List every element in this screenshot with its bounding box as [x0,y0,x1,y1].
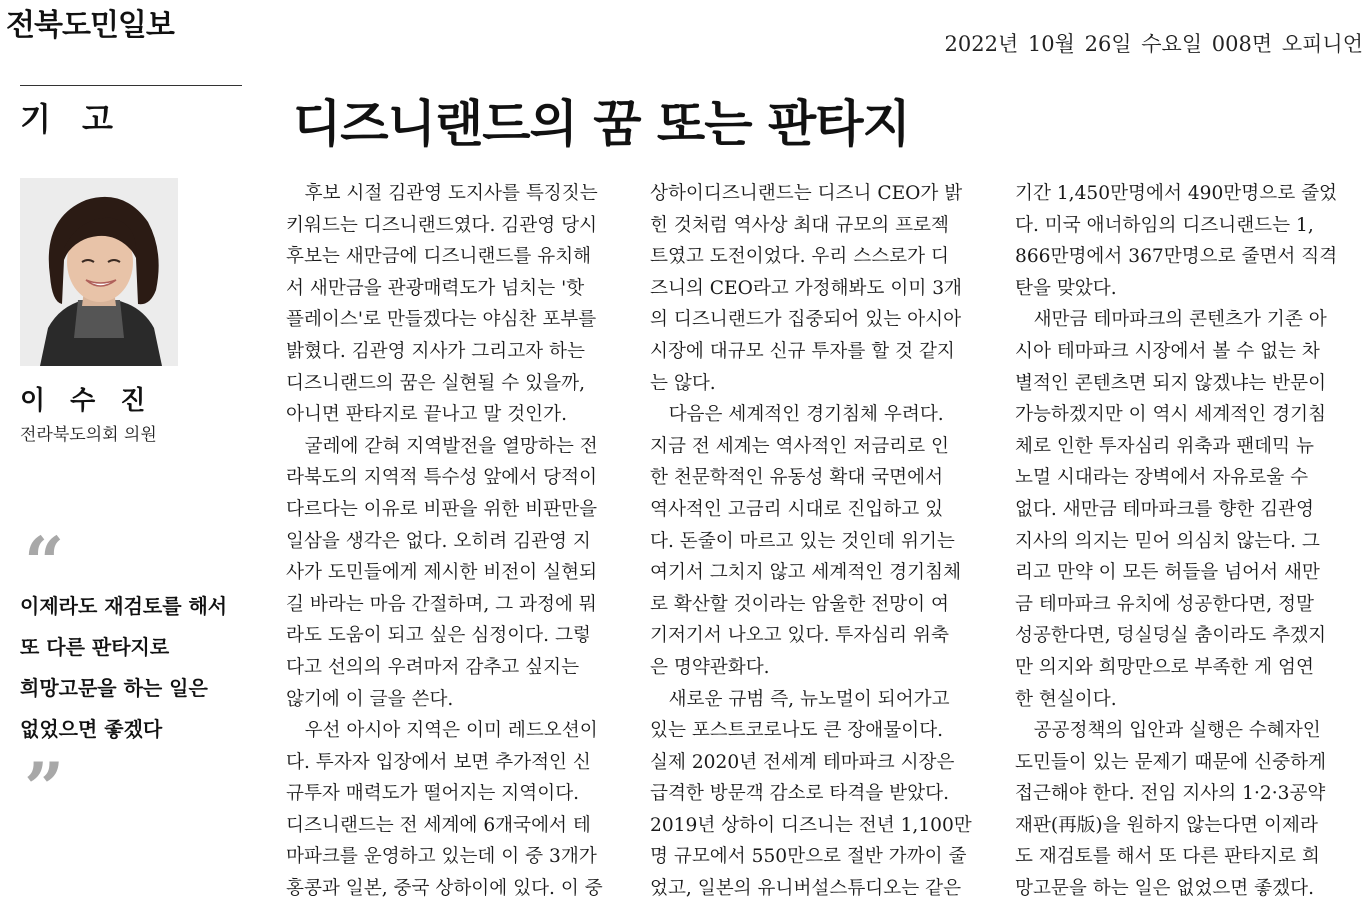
article-text-line: 별적인 콘텐츠면 되지 않겠냐는 반문이 [1015,372,1327,394]
article-text-line: 다르다는 이유로 비판을 위한 비판만을 [286,498,598,520]
article-text-line: 디즈니랜드의 꿈은 실현될 수 있을까, [286,372,585,394]
article-text-line: 는 않다. [650,372,716,394]
article-text-line: 가능하겠지만 이 역시 세계적인 경기침 [1015,404,1327,426]
article-text-line: 체로 인한 투자심리 위축과 팬데믹 뉴 [1015,435,1314,457]
article-text-line: 디즈니랜드는 전 세계에 6개국에서 테 [286,814,591,836]
open-quote-icon: “ [24,521,65,604]
article-text-line: 한 천문학적인 유동성 확대 국면에서 [650,467,944,489]
article-text-line: 규투자 매력도가 떨어지는 지역이다. [286,783,580,805]
publication-dateline: 2022년 10월 26일 수요일 008면 오피니언 [944,32,1363,56]
article-text-line: 공공정책의 입안과 실행은 수혜자인 [1015,720,1321,742]
section-divider [20,85,242,86]
article-text-line: 즈니의 CEO라고 가정해봐도 이미 3개 [650,277,963,299]
article-text-line: 마파크를 운영하고 있는데 이 중 3개가 [286,846,597,868]
article-text-line: 않기에 이 글을 쓴다. [286,688,454,710]
article-text-line: 지금 전 세계는 역사적인 저금리로 인 [650,435,949,457]
article-text-line: 시장에 대규모 신규 투자를 할 것 같지 [650,340,955,362]
article-text-line: 있는 포스트코로나도 큰 장애물이다. [650,720,944,742]
article-text-line: 없다. 새만금 테마파크를 향한 김관영 [1015,498,1314,520]
pull-quote-line: 또 다른 판타지로 [20,635,170,659]
article-text-line: 홍콩과 일본, 중국 상하이에 있다. 이 중 [286,878,603,900]
close-quote-icon: ” [24,747,65,830]
article-text-line: 었고, 일본의 유니버설스튜디오는 같은 [650,878,962,900]
article-text-line: 키워드는 디즈니랜드였다. 김관영 당시 [286,214,598,236]
article-text-line: 아니면 판타지로 끝나고 말 것인가. [286,404,568,426]
article-text-line: 2019년 상하이 디즈니는 전년 1,100만 [650,814,972,836]
article-text-line: 라도 도움이 되고 싶은 심정이다. 그렇 [286,625,591,647]
article-text-line: 시아 테마파크 시장에서 볼 수 없는 차 [1015,340,1320,362]
article-text-line: 다. 투자자 입장에서 보면 추가적인 신 [286,751,591,773]
article-text-line: 노멀 시대라는 장벽에서 자유로울 수 [1015,467,1309,489]
author-portrait-image [20,178,178,366]
article-text-line: 다. 돈줄이 마르고 있는 것인데 위기는 [650,530,955,552]
pull-quote [20,586,256,750]
pull-quote-line: 이제라도 재검토를 해서 [20,594,228,618]
article-text-line: 사가 도민들에게 제시한 비전이 실현되 [286,562,598,584]
article-text-line: 의 디즈니랜드가 집중되어 있는 아시아 [650,309,962,331]
article-column-3 [1015,178,1349,905]
article-text-line: 플레이스'로 만들겠다는 야심찬 포부를 [286,309,597,331]
article-text-line: 866만명에서 367만명으로 줄면서 직격 [1015,246,1338,268]
pull-quote-line: 없었으면 좋겠다 [20,717,163,741]
article-text-line: 다음은 세계적인 경기침체 우려다. [650,404,944,426]
article-text-line: 탄을 맞았다. [1015,277,1117,299]
article-text-line: 실제 2020년 전세계 테마파크 시장은 [650,751,955,773]
article-text-line: 트였고 도전이었다. 우리 스스로가 디 [650,246,949,268]
article-text-line: 재판(再版)을 원하지 않는다면 이제라 [1015,814,1318,836]
article-text-line: 후보 시절 김관영 도지사를 특징짓는 [286,183,598,204]
article-text-line: 새로운 규범 즉, 뉴노멀이 되어가고 [650,688,950,710]
article-text-line: 다고 선의의 우려마저 감추고 싶지는 [286,656,580,678]
article-text-line: 역사적인 고금리 시대로 진입하고 있 [650,498,944,520]
article-text-line: 명 규모에서 550만으로 절반 가까이 줄 [650,846,967,868]
article-text-line: 성공한다면, 덩실덩실 춤이라도 추겠지 [1015,625,1327,647]
author-photo [20,178,178,366]
article-text-line: 은 명약관화다. [650,656,770,678]
article-text-line: 후보는 새만금에 디즈니랜드를 유치해 [286,246,592,268]
article-text-line: 로 확산할 것이라는 암울한 전망이 여 [650,593,949,615]
article-text-line: 새만금 테마파크의 콘텐츠가 기존 아 [1015,309,1327,331]
article-text-line: 한 현실이다. [1015,688,1117,710]
article-text-line: 리고 만약 이 모든 허들을 넘어서 새만 [1015,562,1320,584]
article-text-line: 금 테마파크 유치에 성공한다면, 정말 [1015,593,1314,615]
article-text-line: 기간 1,450만명에서 490만명으로 줄었 [1015,183,1337,204]
article-text-line: 도민들이 있는 문제기 때문에 신중하게 [1015,751,1327,773]
article-text-line: 밝혔다. 김관영 지사가 그리고자 하는 [286,340,585,362]
article-text-line: 상하이디즈니랜드는 디즈니 CEO가 밝 [650,183,963,204]
article-text-line: 기저기서 나오고 있다. 투자심리 위축 [650,625,949,647]
article-text-line: 굴레에 갇혀 지역발전을 열망하는 전 [286,435,598,457]
article-text-line: 길 바라는 마음 간절하며, 그 과정에 뭐 [286,593,597,615]
article-text-line: 일삼을 생각은 없다. 오히려 김관영 지 [286,530,591,552]
article-text-line: 서 새만금을 관광매력도가 넘치는 '핫 [286,277,585,299]
article-text-line: 만 의지와 희망만으로 부족한 게 엄연 [1015,656,1314,678]
newspaper-masthead: 전북도민일보 [6,8,174,43]
article-text-line: 도 재검토를 해서 또 다른 판타지로 희 [1015,846,1320,868]
article-text-line: 망고문을 하는 일은 없었으면 좋겠다. [1015,878,1314,900]
article-text-line: 다. 미국 애너하임의 디즈니랜드는 1, [1015,214,1314,236]
article-text-line: 여기서 그치지 않고 세계적인 경기침체 [650,562,962,584]
section-label: 기 고 [20,100,123,138]
pull-quote-line: 희망고문을 하는 일은 [20,676,208,700]
article-text-line: 접근해야 한다. 전임 지사의 1·2·3공약 [1015,783,1326,805]
author-title: 전라북도의회 의원 [20,425,157,445]
article-text-line: 라북도의 지역적 특수성 앞에서 당적이 [286,467,598,489]
author-name: 이 수 진 [20,386,154,416]
article-text-line: 힌 것처럼 역사상 최대 규모의 프로젝 [650,214,949,236]
article-text-line: 급격한 방문객 감소로 타격을 받았다. [650,783,949,805]
article-text-line: 지사의 의지는 믿어 의심치 않는다. 그 [1015,530,1320,552]
article-text-line: 우선 아시아 지역은 이미 레드오션이 [286,720,598,742]
article-column-2 [650,178,984,905]
article-headline: 디즈니랜드의 꿈 또는 판타지 [293,95,910,153]
article-column-1 [286,178,620,905]
